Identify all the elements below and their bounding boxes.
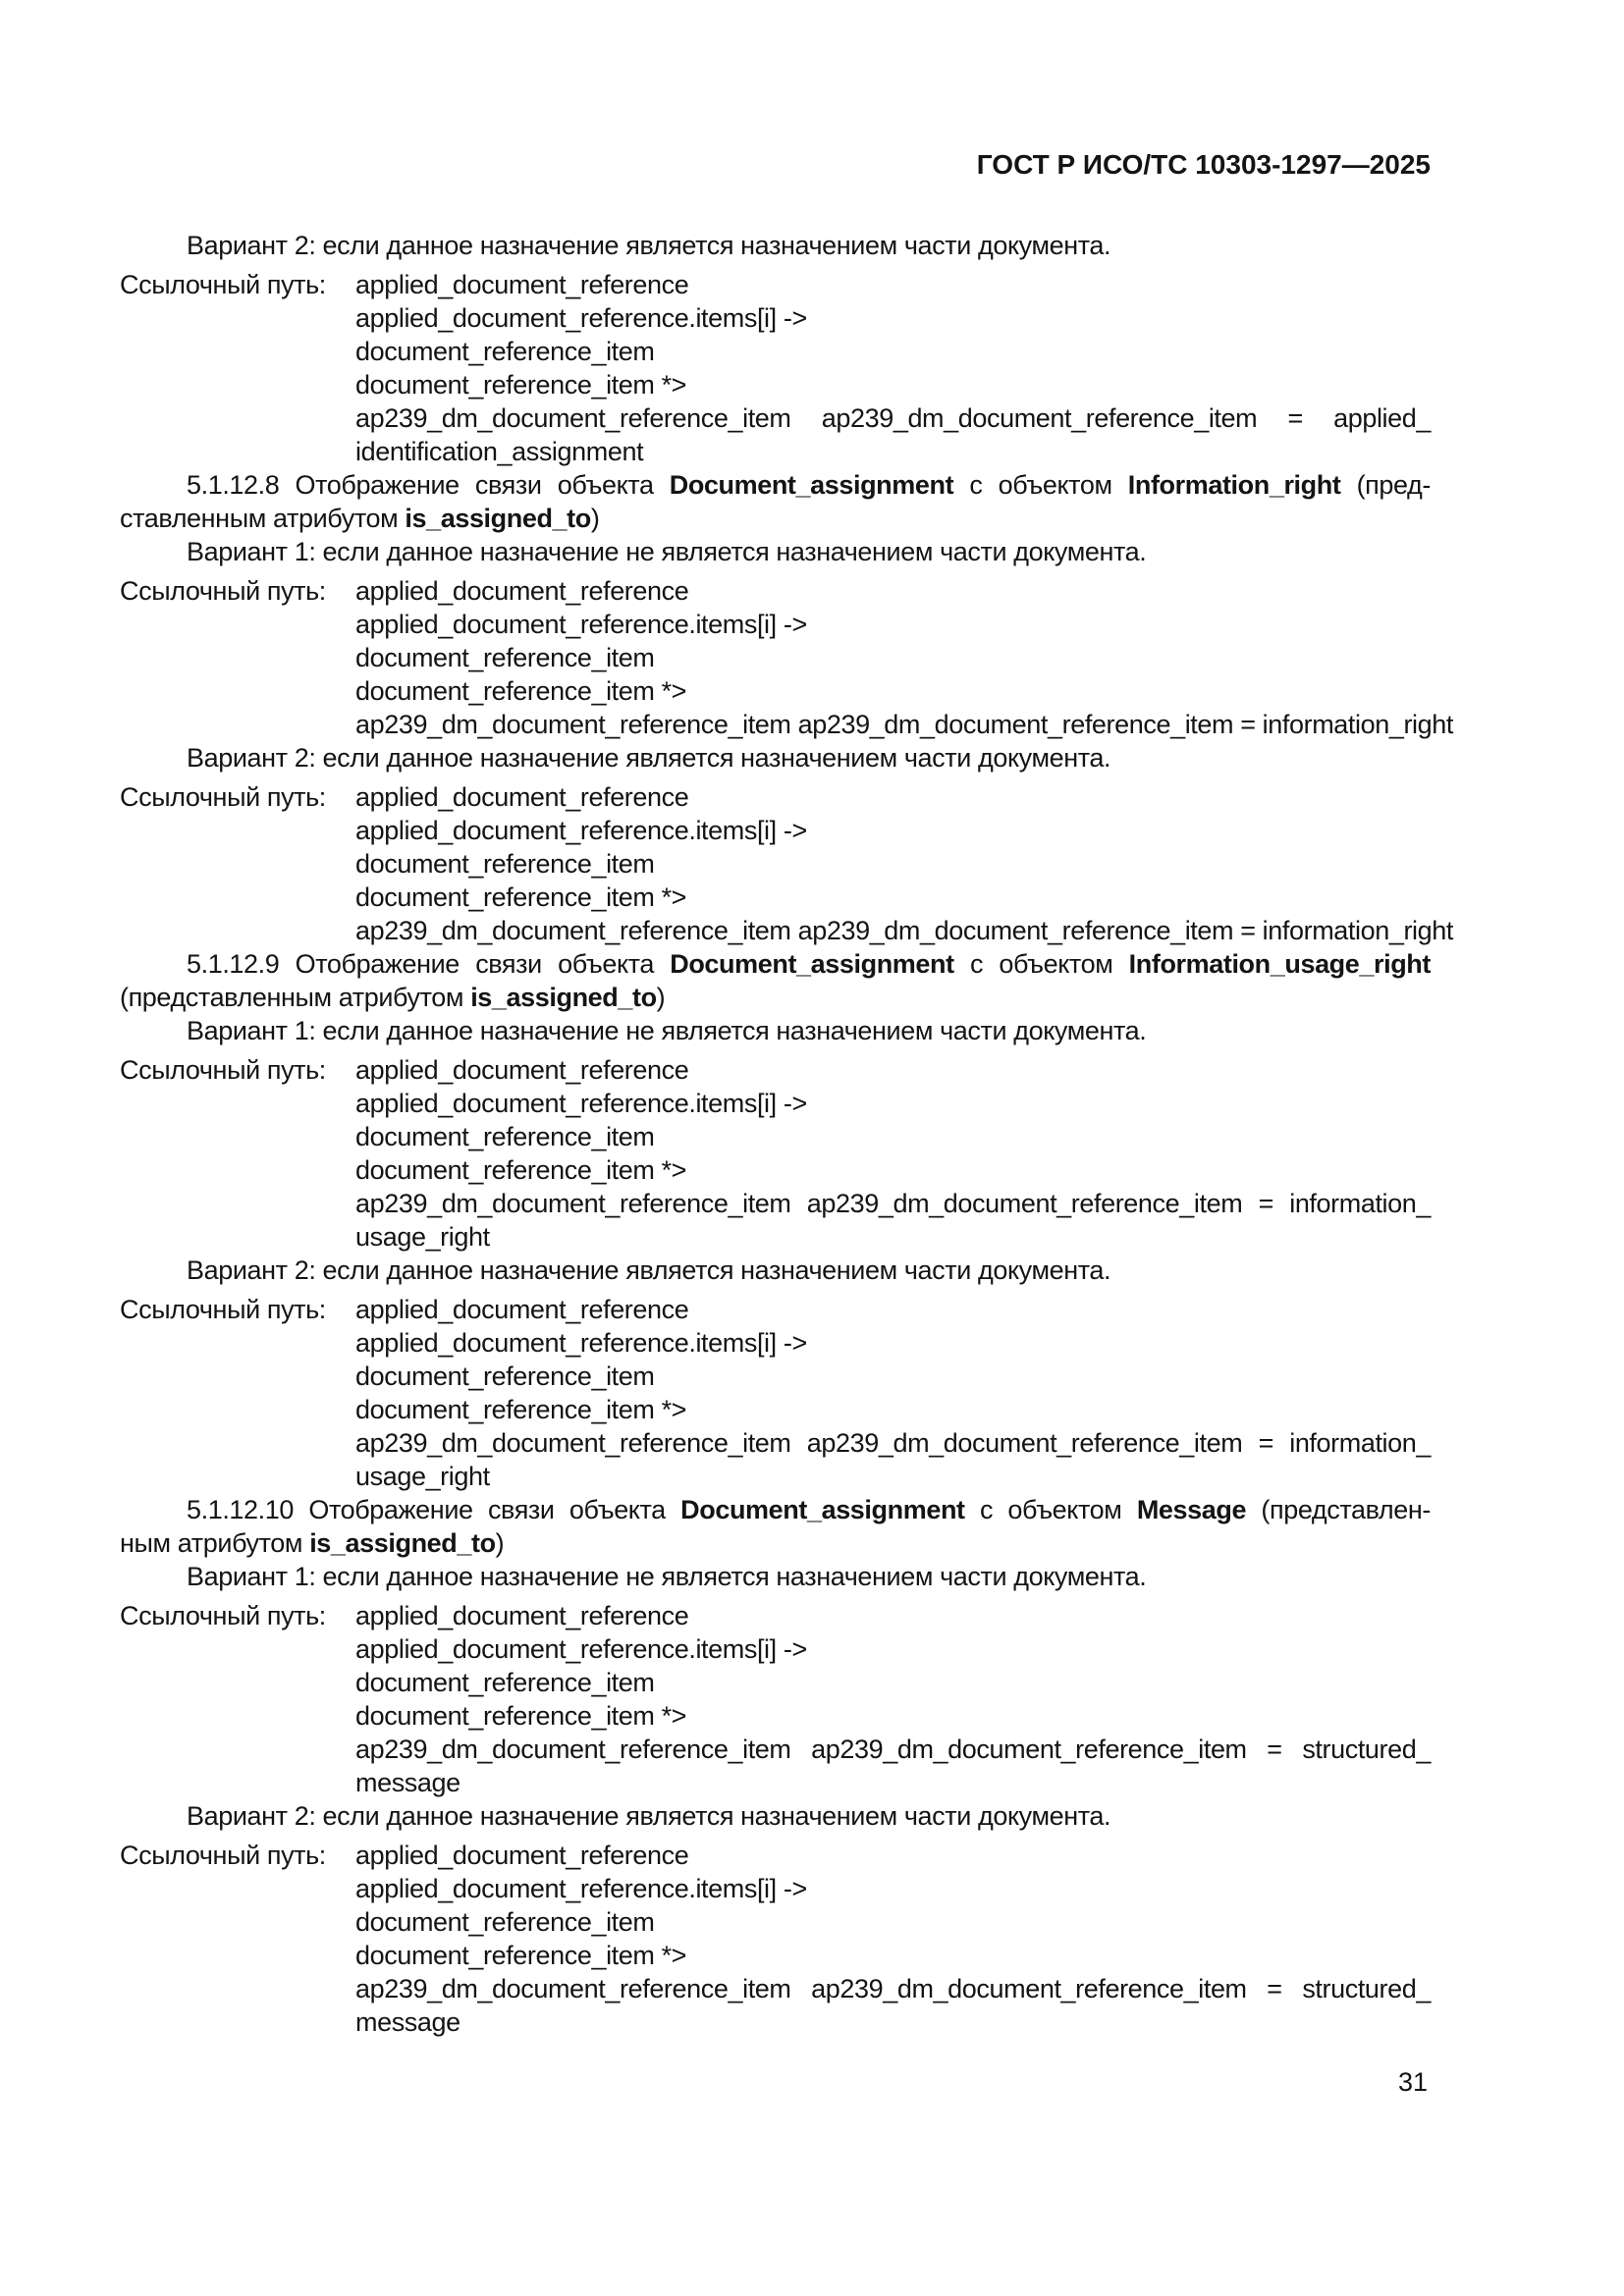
- reference-path-line: document_reference_item *>: [355, 1155, 687, 1185]
- reference-path-line: applied_document_reference: [355, 782, 689, 812]
- heading-text: 5.1.12.10 Отображение связи объекта: [187, 1495, 681, 1524]
- reference-path-label: Ссылочный путь:: [120, 270, 326, 299]
- entity-name-bold: Document_assignment: [669, 470, 954, 500]
- entity-name-bold: Document_assignment: [670, 949, 954, 979]
- reference-path-lines: [355, 1053, 1431, 1254]
- reference-path-line: applied_document_reference.items[i] ->: [355, 303, 807, 333]
- reference-path-line: document_reference_item: [355, 1668, 655, 1697]
- reference-path-line: applied_document_reference: [355, 1295, 689, 1324]
- reference-path-lines: [355, 268, 1431, 468]
- heading-line: [120, 1493, 1431, 1526]
- page-number: 31: [1397, 2067, 1428, 2097]
- reference-path-line: identification_assignment: [355, 437, 644, 466]
- reference-path-label: Ссылочный путь:: [120, 576, 326, 606]
- heading-text: с объектом: [953, 470, 1128, 500]
- reference-path-block: [120, 780, 1453, 947]
- reference-path-lines: [355, 780, 1453, 947]
- reference-path-line: ap239_dm_document_reference_item ap239_dm_document_reference_item = applied_: [355, 403, 1431, 433]
- reference-path-line: message: [355, 2007, 460, 2037]
- reference-path-line: document_reference_item *>: [355, 882, 687, 912]
- reference-path-block: [120, 1599, 1431, 1799]
- reference-path-line: document_reference_item *>: [355, 370, 687, 400]
- reference-path-line: document_reference_item: [355, 849, 655, 879]
- heading-text: ): [590, 504, 600, 533]
- heading-text: (пред-: [1340, 470, 1431, 500]
- reference-path-line: applied_document_reference.items[i] ->: [355, 610, 807, 639]
- section-heading: [120, 468, 1431, 535]
- reference-path-line: applied_document_reference: [355, 1055, 689, 1085]
- reference-path-lines: [355, 574, 1453, 741]
- heading-text: (представлен-: [1246, 1495, 1432, 1524]
- reference-path-line: document_reference_item *>: [355, 1395, 687, 1424]
- heading-line: [120, 502, 1431, 535]
- reference-path-line: document_reference_item *>: [355, 1701, 687, 1731]
- reference-path-line: applied_document_reference.items[i] ->: [355, 1634, 807, 1664]
- heading-text: с объектом: [953, 949, 1129, 979]
- reference-path-line: ap239_dm_document_reference_item ap239_dm_document_reference_item = structured_: [355, 1974, 1431, 2003]
- reference-path-line: ap239_dm_document_reference_item ap239_dm_document_reference_item = information_: [355, 1428, 1431, 1458]
- reference-path-line: applied_document_reference: [355, 576, 689, 606]
- reference-path-label: Ссылочный путь:: [120, 1295, 326, 1324]
- reference-path-line: document_reference_item: [355, 1122, 655, 1151]
- heading-line: [120, 1526, 1431, 1560]
- reference-path-line: applied_document_reference.items[i] ->: [355, 1874, 807, 1903]
- reference-path-line: applied_document_reference.items[i] ->: [355, 1328, 807, 1358]
- heading-text: ): [495, 1528, 505, 1558]
- reference-path-line: document_reference_item: [355, 643, 655, 672]
- reference-path-line: ap239_dm_document_reference_item ap239_dm_document_reference_item = information_right: [355, 916, 1453, 945]
- variant-paragraph: Вариант 2: если данное назначение является назначением части документа.: [187, 231, 1111, 260]
- reference-path-block: [120, 1839, 1431, 2039]
- heading-line: [120, 947, 1431, 981]
- reference-path-line: document_reference_item *>: [355, 676, 687, 706]
- reference-path-label: Ссылочный путь:: [120, 1055, 326, 1085]
- reference-path-line: applied_document_reference: [355, 1841, 689, 1870]
- reference-path-line: document_reference_item: [355, 1362, 655, 1391]
- reference-path-line: usage_right: [355, 1222, 490, 1252]
- heading-text: 5.1.12.8 Отображение связи объекта: [187, 470, 670, 500]
- variant-paragraph: Вариант 1: если данное назначение не является назначением части документа.: [187, 1562, 1147, 1591]
- section-heading: [120, 947, 1431, 1014]
- reference-path-block: [120, 1053, 1431, 1254]
- heading-text: ным атрибутом: [120, 1528, 310, 1558]
- reference-path-lines: [355, 1293, 1431, 1493]
- reference-path-label: Ссылочный путь:: [120, 1601, 326, 1630]
- reference-path-line: message: [355, 1768, 460, 1797]
- reference-path-block: [120, 574, 1453, 741]
- reference-path-line: applied_document_reference: [355, 1601, 689, 1630]
- reference-path-label: Ссылочный путь:: [120, 782, 326, 812]
- reference-path-block: [120, 1293, 1431, 1493]
- variant-paragraph: Вариант 2: если данное назначение является назначением части документа.: [187, 1801, 1111, 1831]
- reference-path-line: ap239_dm_document_reference_item ap239_dm_document_reference_item = information_: [355, 1189, 1431, 1218]
- variant-paragraph: Вариант 2: если данное назначение является назначением части документа.: [187, 743, 1111, 773]
- heading-line: [120, 468, 1431, 502]
- reference-path-line: ap239_dm_document_reference_item ap239_dm_document_reference_item = information_right: [355, 710, 1453, 739]
- reference-path-label: Ссылочный путь:: [120, 1841, 326, 1870]
- reference-path-line: ap239_dm_document_reference_item ap239_dm_document_reference_item = structured_: [355, 1735, 1431, 1764]
- entity-name-bold: Information_right: [1127, 470, 1341, 500]
- section-heading: [120, 1493, 1431, 1560]
- reference-path-lines: [355, 1839, 1431, 2039]
- entity-name-bold: is_assigned_to: [470, 983, 657, 1012]
- reference-path-line: applied_document_reference.items[i] ->: [355, 1089, 807, 1118]
- heading-text: с объектом: [964, 1495, 1137, 1524]
- heading-text: 5.1.12.9 Отображение связи объекта: [187, 949, 671, 979]
- running-header: ГОСТ Р ИСО/ТС 10303-1297—2025: [976, 149, 1431, 180]
- reference-path-line: document_reference_item: [355, 1907, 655, 1937]
- entity-name-bold: Message: [1136, 1495, 1247, 1524]
- entity-name-bold: Document_assignment: [680, 1495, 965, 1524]
- reference-path-lines: [355, 1599, 1431, 1799]
- entity-name-bold: Information_usage_right: [1128, 949, 1431, 979]
- variant-paragraph: Вариант 1: если данное назначение не является назначением части документа.: [187, 537, 1147, 566]
- heading-text: (представленным атрибутом: [120, 983, 471, 1012]
- reference-path-line: applied_document_reference.items[i] ->: [355, 816, 807, 845]
- entity-name-bold: is_assigned_to: [405, 504, 591, 533]
- reference-path-line: document_reference_item: [355, 337, 655, 366]
- reference-path-line: usage_right: [355, 1462, 490, 1491]
- entity-name-bold: is_assigned_to: [309, 1528, 496, 1558]
- heading-line: [120, 981, 1431, 1014]
- heading-text: ставленным атрибутом: [120, 504, 406, 533]
- reference-path-block: [120, 268, 1431, 468]
- variant-paragraph: Вариант 1: если данное назначение не является назначением части документа.: [187, 1016, 1147, 1045]
- reference-path-line: document_reference_item *>: [355, 1941, 687, 1970]
- document-content: [120, 229, 1453, 2039]
- reference-path-line: applied_document_reference: [355, 270, 689, 299]
- variant-paragraph: Вариант 2: если данное назначение является назначением части документа.: [187, 1255, 1111, 1285]
- heading-text: ): [656, 983, 666, 1012]
